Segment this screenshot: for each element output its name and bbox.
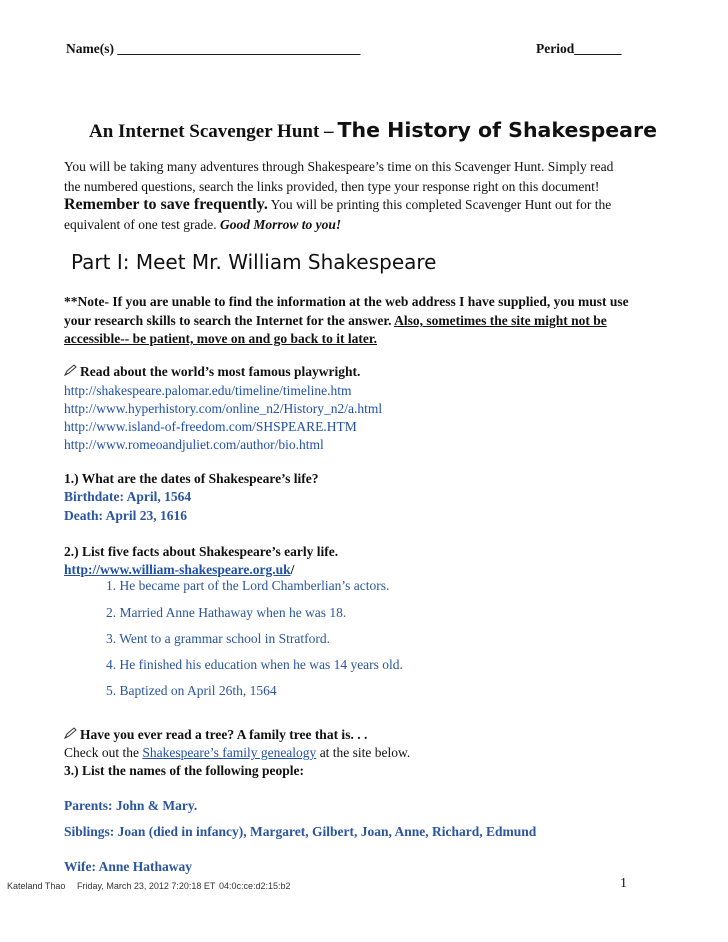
tree-section-heading xyxy=(64,725,367,745)
fact-4: 4. He finished his education when he was 14 years old. xyxy=(106,657,403,672)
genealogy-post: at the site below. xyxy=(316,745,411,760)
pencil-icon xyxy=(64,725,78,745)
fact-1: 1. He became part of the Lord Chamberlian’s actors. xyxy=(106,578,390,593)
note-line-2-underlined: Also, sometimes the site might not be xyxy=(394,313,607,328)
intro-line-2: the numbered questions, search the links provided, then type your response right on this document! xyxy=(64,179,600,194)
note-line-2 xyxy=(64,311,607,331)
footer-author: Kateland Thao xyxy=(7,881,66,891)
link-island-of-freedom[interactable]: http://www.island-of-freedom.com/SHSPEARE.HTM xyxy=(64,419,357,434)
footer-mac-address: 04:0c:ce:d2:15:b2 xyxy=(219,881,291,891)
answer-death: Death: April 23, 1616 xyxy=(64,508,187,523)
genealogy-pre: Check out the xyxy=(64,745,143,760)
question-3: 3.) List the names of the following people: xyxy=(64,763,304,778)
page-number: 1 xyxy=(620,876,627,891)
fact-3: 3. Went to a grammar school in Stratford. xyxy=(106,631,330,646)
intro-line-4 xyxy=(64,215,341,235)
link-palomar[interactable]: http://shakespeare.palomar.edu/timeline/timeline.htm xyxy=(64,383,352,398)
part-1-heading: Part I: Meet Mr. William Shakespeare xyxy=(71,250,437,274)
question-1: 1.) What are the dates of Shakespeare’s life? xyxy=(64,471,319,486)
question-2: 2.) List five facts about Shakespeare’s early life. xyxy=(64,544,339,559)
answer-birthdate: Birthdate: April, 1564 xyxy=(64,489,192,504)
note-line-1: **Note- If you are unable to find the information at the web address I have supplied, you must use xyxy=(64,294,629,309)
intro-line-1: You will be taking many adventures through Shakespeare’s time on this Scavenger Hunt. Simply read xyxy=(64,159,614,174)
title-serif-part: An Internet Scavenger Hunt – xyxy=(89,121,334,142)
footer-timestamp: Friday, March 23, 2012 7:20:18 ET xyxy=(77,881,216,891)
name-field-label: Name(s) ____________________________________ xyxy=(66,41,361,56)
intro-line-3-rest: You will be printing this completed Scavenger Hunt out for the xyxy=(267,197,612,212)
good-morrow: Good Morrow to you! xyxy=(219,217,342,232)
save-reminder: Remember to save frequently. xyxy=(64,196,268,213)
answer-siblings: Siblings: Joan (died in infancy), Margaret, Gilbert, Joan, Anne, Richard, Edmund xyxy=(64,824,537,839)
link-william-shakespeare[interactable]: http://www.william-shakespeare.org.uk xyxy=(64,562,291,577)
link-romeoandjuliet[interactable]: http://www.romeoandjuliet.com/author/bio.html xyxy=(64,437,324,452)
fact-2: 2. Married Anne Hathaway when he was 18. xyxy=(106,605,347,620)
read-section-heading xyxy=(64,362,360,382)
genealogy-line xyxy=(64,743,410,763)
tree-section-title: Have you ever read a tree? A family tree that is. . . xyxy=(80,727,368,742)
intro-line-3 xyxy=(64,195,611,215)
link-hyperhistory[interactable]: http://www.hyperhistory.com/online_n2/History_n2/a.html xyxy=(64,401,383,416)
pencil-icon xyxy=(64,362,78,382)
fact-5: 5. Baptized on April 26th, 1564 xyxy=(106,683,277,698)
link-family-genealogy[interactable]: Shakespeare’s family genealogy xyxy=(142,745,317,760)
intro-line-4-plain: equivalent of one test grade. xyxy=(64,217,220,232)
answer-wife: Wife: Anne Hathaway xyxy=(64,859,193,874)
title-sans-part: The History of Shakespeare xyxy=(337,118,657,142)
note-line-3: accessible-- be patient, move on and go back to it later. xyxy=(64,331,377,346)
page-title xyxy=(89,118,657,143)
note-line-2-plain: your research skills to search the Internet for the answer. xyxy=(64,313,395,328)
period-field-label: Period_______ xyxy=(536,41,622,56)
answer-parents: Parents: John & Mary. xyxy=(64,798,198,813)
link-suffix: / xyxy=(290,562,295,577)
read-section-title: Read about the world’s most famous playwright. xyxy=(80,364,361,379)
